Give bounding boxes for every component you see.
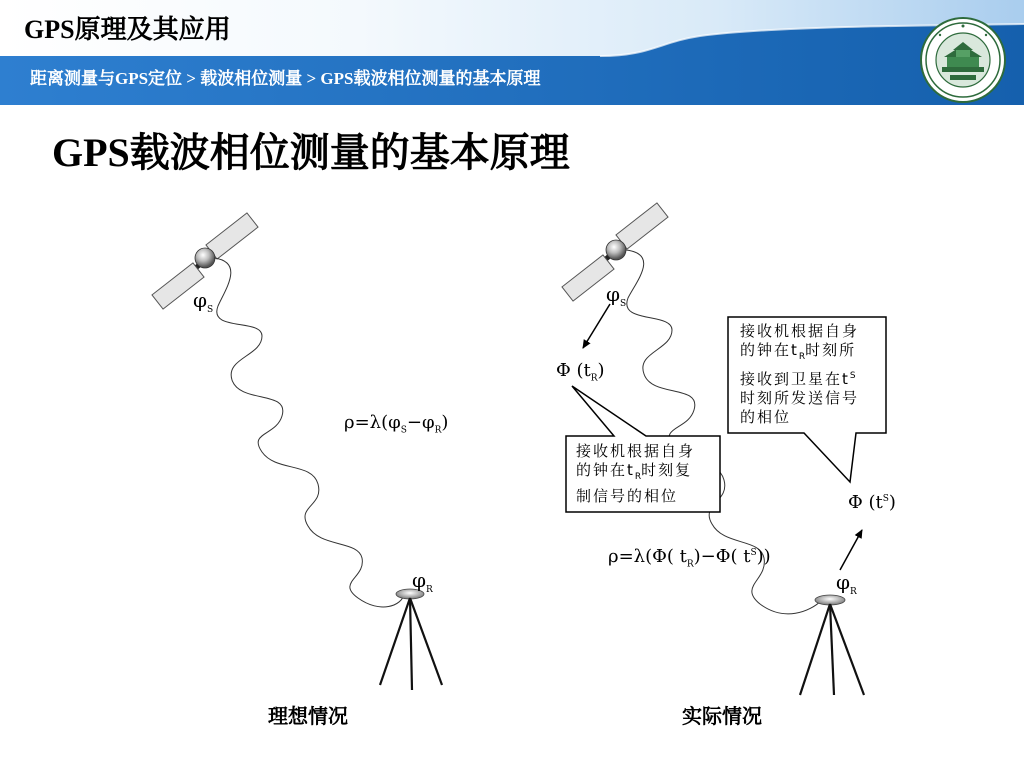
slide-title: GPS载波相位测量的基本原理 [52, 130, 570, 175]
arrow-to-phi-ts [840, 530, 862, 570]
phase-sat-left: $\varphi_S$ [193, 288, 214, 315]
breadcrumb[interactable]: 距离测量与GPS定位 > 载波相位测量 > GPS载波相位测量的基本原理 [30, 69, 541, 88]
receiver-right [800, 595, 864, 695]
slide-header [0, 0, 1024, 105]
caption-actual: 实际情况 [682, 704, 762, 728]
receiver-left [380, 589, 442, 690]
callout-bottom-text: 接收机根据自身 的钟在$t_R$时刻复 制信号的相位 [576, 442, 696, 505]
formula-actual: ρ=λ(Φ( $t_R)-\Phi$( $t^S$)) [608, 546, 771, 570]
phi-ts-label: Φ $(t^S)$ [848, 492, 896, 513]
caption-ideal: 理想情况 [268, 704, 348, 728]
arrow-to-phi-tr [583, 304, 610, 348]
formula-ideal: $\rho=\lambda(\varphi_S-\varphi_R)$ [344, 412, 449, 436]
carrier-phase-diagram [0, 200, 1024, 768]
callout-top-text: 接收机根据自身 的钟在$t_R$时刻所 接收到卫星在$t^S$ 时刻所发送信号 的相位 [740, 322, 860, 426]
phase-rec-left: $\varphi_R$ [412, 568, 433, 595]
course-title: GPS原理及其应用 [24, 15, 231, 44]
university-logo [920, 17, 1006, 103]
phi-tr-label: Φ $(t_R)$ [556, 360, 605, 384]
diagram-graphics [0, 200, 1024, 768]
phase-sat-right: $\varphi_S$ [606, 282, 627, 309]
phase-rec-right: $\varphi_R$ [836, 570, 857, 597]
